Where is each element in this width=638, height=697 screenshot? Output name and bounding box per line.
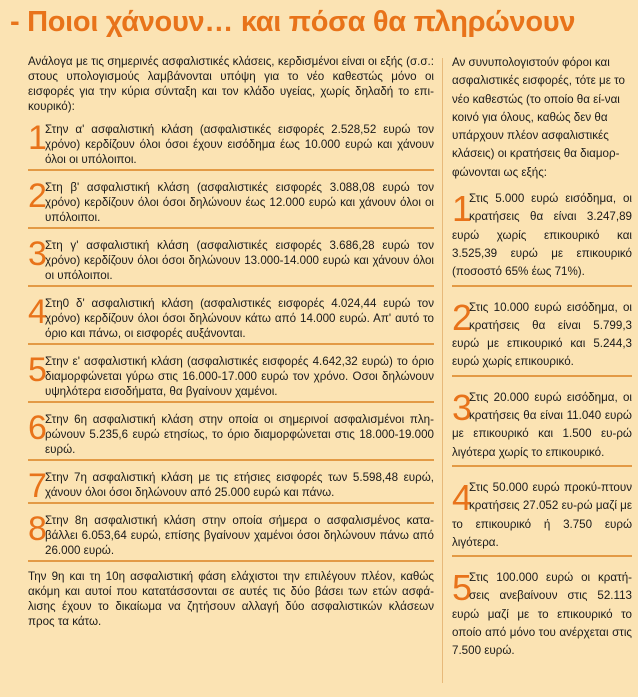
left-item-7: [28, 468, 434, 504]
item-number: 1: [28, 119, 47, 157]
item-text: Στη0 δ' ασφαλιστική κλάση (ασφαλιστικές εισφορές 4.024,44 ευρώ τον χρόνο) κερδίζουν όλοι όσοι δηλώνουν κάτω από 14.000 ευρώ. Απ' αυτό το όριο και πάνω, οι εισφορές αυξάνονται.: [45, 297, 434, 340]
item-text: Στην α' ασφαλιστική κλάση (ασφαλιστικές εισφορές 2.528,52 ευρώ τον χρόνο) κερδίζουν όλοι όσοι έχουν εισόδημα έως 10.000 ευρώ και χάνουν όλοι οι υπόλοιποι.: [45, 123, 434, 166]
item-text: Στις 100.000 ευρώ οι κρατή-σεις ανεβαίνουν στις 52.113 ευρώ μαζί με το επικουρικό το οποίο από μόνο του ανέρχεται στις 7.500 ευρώ.: [452, 571, 632, 658]
item-text: Στις 10.000 ευρώ εισόδημα, οι κρατήσεις θα είναι 5.799,3 ευρώ με επικουρικό και 5.244,3 ευρώ χωρίς επικουρικό.: [452, 300, 632, 369]
item-text: Στις 50.000 ευρώ προκύ-πτουν κρατήσεις 27.052 ευ-ρώ μαζί με το επικουρικό ή 3.750 ευρώ λιγότερα.: [452, 480, 632, 549]
item-number: 2: [28, 177, 47, 215]
item-number: 5: [452, 567, 473, 609]
item-number: 7: [28, 467, 47, 505]
right-item-4: [452, 477, 632, 557]
left-item-5: [28, 352, 434, 403]
left-item-2: [28, 178, 434, 229]
right-item-2: [452, 297, 632, 377]
left-item-1: [28, 120, 434, 171]
left-item-8: [28, 511, 434, 562]
right-item-3: [452, 387, 632, 467]
right-intro: Αν συνυπολογιστούν φόροι και ασφαλιστικές εισφορές, τότε με το νέο καθεστώς (το οποίο θα εί-ναι κοινό για όλους, καθώς δεν θα υπάρχουν πλέον ασφαλιστικές κλάσεις) οι κρατήσεις θα διαμορ-φώνονται ως εξής:: [452, 56, 625, 179]
item-text: Στην 7η ασφαλιστική κλάση με τις ετήσιες εισφορές των 5.598,48 ευρώ, χάνουν όλοι όσοι δηλώνουν από 25.000 ευρώ και πάνω.: [45, 471, 434, 499]
item-number: 3: [28, 235, 47, 273]
item-number: 3: [452, 386, 473, 428]
left-item-3: [28, 236, 434, 287]
item-number: 2: [452, 296, 473, 338]
right-item-1: [452, 188, 632, 286]
item-number: 8: [28, 510, 47, 548]
left-column: [28, 54, 434, 629]
item-text: Στις 20.000 ευρώ εισόδημα, οι κρατήσεις θα είναι 11.040 ευρώ με επικουρικό και 1.500 ευ-ρώ λιγότερα χωρίς το επικουρικό.: [452, 390, 632, 459]
item-text: Στη β' ασφαλιστική κλάση (ασφαλιστικές εισφορές 3.088,08 ευρώ τον χρόνο) κερδίζουν όλοι όσοι δηλώνουν έως 12.000 ευρώ και χάνουν όλοι οι υπόλοιποι.: [45, 181, 434, 224]
item-text: Στη γ' ασφαλιστική κλάση (ασφαλιστικές εισφορές 3.686,28 ευρώ τον χρόνο) κερδίζουν όλοι όσοι δηλώνουν 13.000-14.000 ευρώ και χάνουν όλοι οι υπόλοιποι.: [45, 239, 434, 282]
right-item-5: [452, 567, 632, 663]
item-number: 4: [452, 476, 473, 518]
item-number: 1: [452, 188, 473, 230]
item-text: Στην 8η ασφαλιστική κλάση στην οποία σήμερα ο ασφαλισμένος κατα-βάλλει 6.053,64 ευρώ, επίσης βγαίνουν χαμένοι όσοι δηλώνουν πάνω από 26.000 ευρώ.: [45, 514, 434, 557]
item-number: 4: [28, 293, 47, 331]
left-outro: Την 9η και τη 10η ασφαλιστική φάση ελάχιστοι την επιλέγουν πλέον, καθώς ακόμη και αυτοί που κατατάσσονται σε αυτές τις δύο βάσει των ετών ασφά-λισης έχουν το δικαίωμα να ζητήσουν αλλαγή δύο ασφαλιστικών κλάσεων προς τα κάτω.: [28, 570, 434, 628]
left-item-6: [28, 410, 434, 461]
left-intro: Ανάλογα με τις σημερινές ασφαλιστικές κλάσεις, κερδισμένοι είναι οι εξής (σ.σ.: στους υπολογισμούς λαμβάνονται υπόψη για το νέο καθεστώς μόνο οι εισφορές για την κύρια σύνταξη και τον κλάδο υγείας, χωρίς δηλαδή το επι-κουρικό):: [28, 55, 434, 113]
left-item-4: [28, 294, 434, 345]
item-text: Στις 5.000 ευρώ εισόδημα, οι κρατήσεις θα είναι 3.247,89 ευρώ χωρίς επικουρικό και 3.525,39 ευρώ με επικουρικό (ποσοστό 65% έως 71%).: [452, 192, 632, 279]
page-title: - Ποιοι χάνουν… και πόσα θα πληρώνουν: [10, 6, 576, 38]
item-number: 5: [28, 351, 47, 389]
item-text: Στην 6η ασφαλιστική κλάση στην οποία οι σημερινοί ασφαλισμένοι πλη-ρώνουν 5.235,6 ευρώ ετησίως, το όριο διαμορφώνεται στις 18.000-19.000 ευρώ.: [45, 413, 434, 456]
item-number: 6: [28, 409, 47, 447]
column-divider: [442, 58, 443, 683]
item-text: Στην ε' ασφαλιστική κλάση (ασφαλιστικές εισφορές 4.642,32 ευρώ) το όριο διαμορφώνεται γύρω στις 16.000-17.000 ευρώ τον χρόνο. Οσοι δηλώνουν υψηλότερα εισοδήματα, θα βγαίνουν χαμένοι.: [45, 355, 434, 398]
right-column: [452, 54, 632, 674]
